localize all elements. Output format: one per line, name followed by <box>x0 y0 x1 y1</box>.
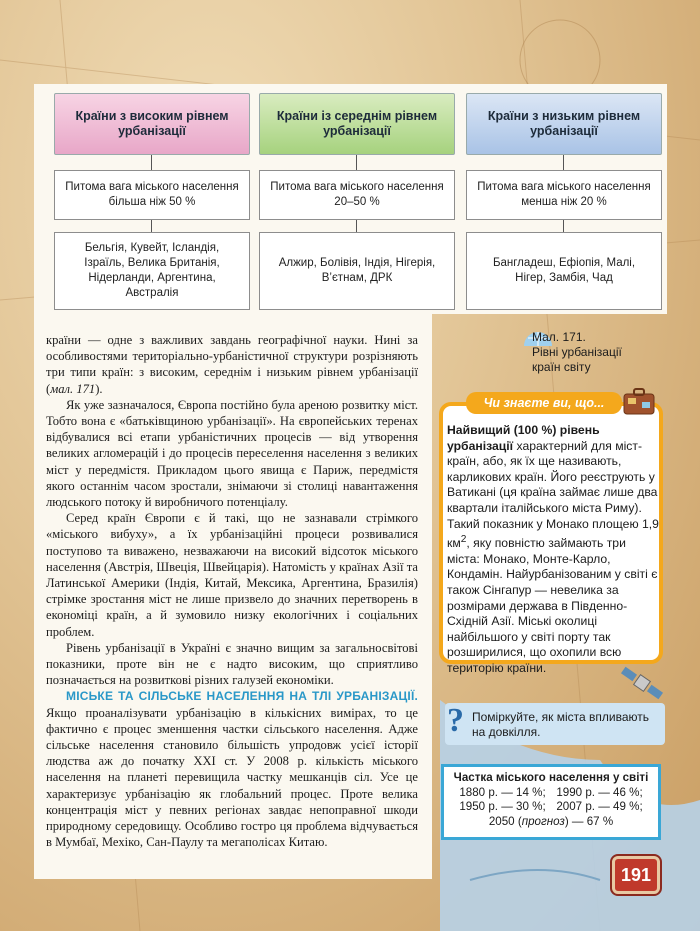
urban-share-box: Частка міського населення у світі 1880 р. — 14 %; 1990 р. — 46 %; 1950 р. — 30 %; 2007 р. — 49 %; 2050 (прогноз) — 67 % <box>441 764 661 840</box>
paragraph-5: МІСЬКЕ ТА СІЛЬСЬКЕ НАСЕЛЕННЯ НА ТЛІ УРБАНІЗАЦІЇ. Якщо проаналізувати урбанізацію в кількісних вимірах, то це фактично є процес зменшення частки сільського населення. Адже сільське населення становило більшість упродовж усієї історії людства аж до початку XXI ст. У 2008 р. кількість міського населення на планеті перевищила частку мешканців сіл. Усе це характеризує урбанізацію як глобальний процес. Проте велика концентрація міст у певних регіонах завдає непоправної шкоди природному середовищу. Особливо гостро ця проблема відчувається в Мумбаї, Мехіко, Сан-Паулу та мегаполісах Китаю. <box>46 689 418 850</box>
page-number: 191 <box>612 856 660 894</box>
header-high: Країни з високим рівнем урбанізації <box>54 93 250 155</box>
share-medium: Питома вага міського населення 20–50 % <box>259 170 455 220</box>
share-low: Питома вага міського населення менша ніж 20 % <box>466 170 662 220</box>
main-text <box>46 332 418 851</box>
paragraph-3: Серед країн Європи є й такі, що не зазнавали стрімкого «міського вибуху», а їх урбанізаційні процеси розвивалися поступово та виважено, незважаючи на високий відсоток міського населення (Австрія, Швеція, Швейцарія). Натомість у країнах Азії та Латинської Америки (Індія, Китай, Мексика, Аргентина, Бразилія) стрімке зростання міст не лише призвело до значних перетворень в економіці країн, а й зумовило низку екологічних і соціальних проблем. <box>46 511 418 639</box>
share-high: Питома вага міського населення більша ніж 50 % <box>54 170 250 220</box>
did-you-know-tab: Чи знаєте ви, що... <box>466 392 622 414</box>
countries-low: Бангладеш, Ефіопія, Малі, Нігер, Замбія, Чад <box>466 232 662 310</box>
caption-label: Мал. 171. <box>532 330 586 344</box>
countries-high: Бельгія, Кувейт, Ісландія, Ізраїль, Велика Британія, Нідерланди, Аргентина, Австралія <box>54 232 250 310</box>
did-you-know-bold: Найвищий (100 %) рівень урбанізації <box>447 423 600 453</box>
header-low: Країни з низьким рівнем урбанізації <box>466 93 662 155</box>
paragraph-4: Рівень урбанізації в Україні є значно вищим за загальносвітові показники, проте він не є надто високим, що сприятливо позначається на розвиткові різних галузей економіки. <box>46 640 418 688</box>
countries-medium: Алжир, Болівія, Індія, Нігерія, В’єтнам, ДРК <box>259 232 455 310</box>
figure-ref: мал. 171 <box>50 381 96 396</box>
figure-caption <box>532 330 642 375</box>
section-heading: МІСЬКЕ ТА СІЛЬСЬКЕ НАСЕЛЕННЯ НА ТЛІ УРБАНІЗАЦІЇ. <box>66 689 418 704</box>
caption-text: Рівні урбанізації країн світу <box>532 345 622 374</box>
paragraph-2: Як уже зазначалося, Європа постійно була ареною розвитку міст. Тобто вона є «батьківщиною урбанізації». На європейських теренах відбувалися всі етапи урбаністичних процесів — від утворення великих агломерацій і до процесів переселення населення з великих міст у передмістя. Прикладом цього явища є Париж, передмістя якого останнім часом зростали, знімаючи зі столиці навантаження людського потоку й виробничого потенціалу. <box>46 397 418 510</box>
paragraph-1: країни — одне з важливих завдань географічної науки. Нині за особливостями територіально-урбаністичної структури розрізняють три типи країн: з високим, середнім і низьким рівнем урбанізації (мал. 171). <box>46 333 418 396</box>
suitcase-icon <box>622 386 656 416</box>
urban-share-title: Частка міського населення у світі <box>453 771 649 784</box>
urban-share-forecast: 2050 (прогноз) — 67 % <box>488 814 614 828</box>
question-text: Поміркуйте, як міста впливають на довкілля. <box>472 710 650 739</box>
header-medium: Країни із середнім рівнем урбанізації <box>259 93 455 155</box>
did-you-know-text: Найвищий (100 %) рівень урбанізації характерний для міст-країн, або, як їх ще називають, карликових країн. Його реєструють у Ватикані (ця країна займає лише два квартали італійського міста Риму). Такий показник у Монако площею 1,9 $км^2$, яку повністю займають три міста: Монако, Монте-Карло, Кондамін. Найурбанізованим у світі є також Сінгапур — невелика за розмірами держава в Південно-Східній Азії. Міські околиці найбільшого у світі порту так розширилися, що охопили всю територію країни. <box>447 423 659 675</box>
question-icon: ? <box>447 702 464 739</box>
satellite-icon <box>620 664 666 704</box>
urbanization-diagram <box>34 84 667 314</box>
